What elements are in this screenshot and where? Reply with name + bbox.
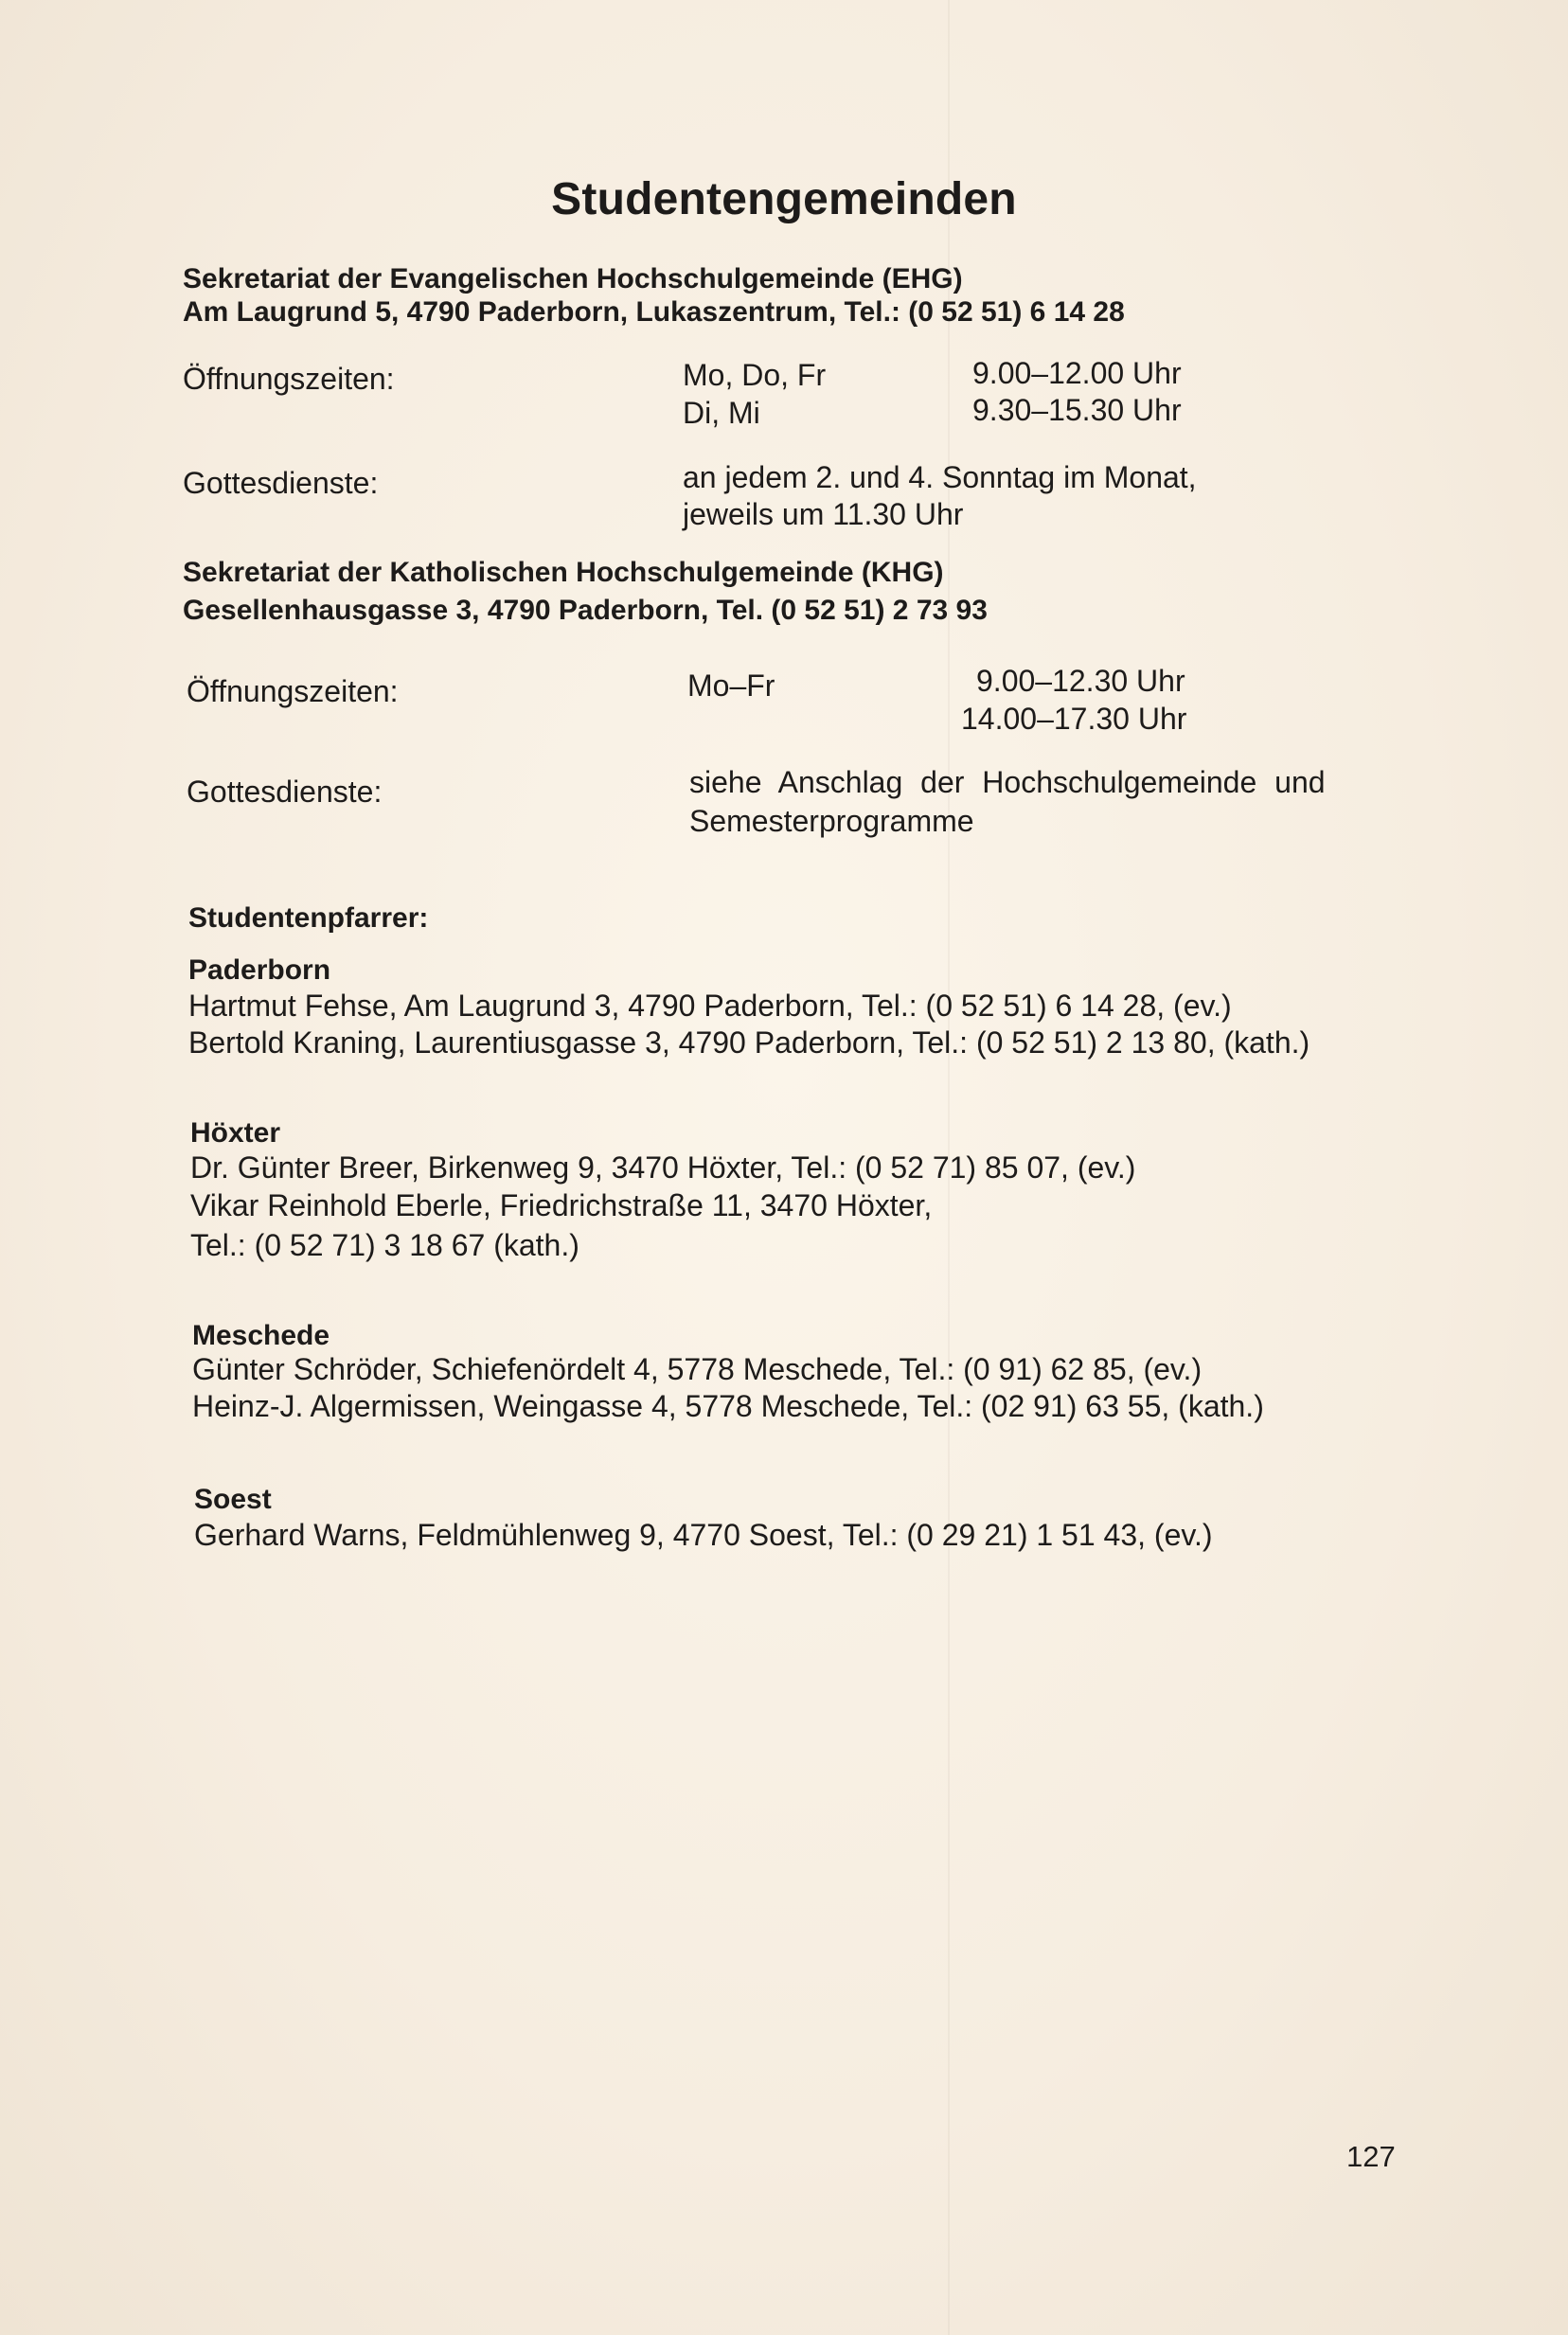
ehg-hours-time-1: 9.00–12.00 Uhr [972,356,1182,390]
city-heading-hoexter: Höxter [190,1117,281,1149]
pastor-line: Vikar Reinhold Eberle, Friedrichstraße 11, 3470 Höxter, [190,1188,933,1222]
ehg-services-line2: jeweils um 11.30 Uhr [683,497,964,531]
pastor-line: Günter Schröder, Schiefenördelt 4, 5778 Meschede, Tel.: (0 91) 62 85, (ev.) [192,1352,1203,1386]
khg-hours-label: Öffnungszeiten: [187,674,399,708]
pastor-line: Dr. Günter Breer, Birkenweg 9, 3470 Höxter, Tel.: (0 52 71) 85 07, (ev.) [190,1150,1136,1185]
ehg-heading-line1: Sekretariat der Evangelischen Hochschulgemeinde (EHG) [183,263,963,294]
city-heading-soest: Soest [194,1484,272,1515]
pastor-line: Tel.: (0 52 71) 3 18 67 (kath.) [190,1228,579,1262]
pastor-line: Hartmut Fehse, Am Laugrund 3, 4790 Paderborn, Tel.: (0 52 51) 6 14 28, (ev.) [188,989,1232,1023]
page-number: 127 [1346,2140,1396,2173]
khg-hours-time-1: 9.00–12.30 Uhr [976,664,1185,698]
khg-hours-time-2: 14.00–17.30 Uhr [961,702,1187,736]
khg-heading-line2: Gesellenhausgasse 3, 4790 Paderborn, Tel. (0 52 51) 2 73 93 [183,595,988,626]
ehg-services-label: Gottesdienste: [183,466,379,500]
khg-services-label: Gottesdienste: [187,775,383,809]
ehg-hours-days-2: Di, Mi [683,396,760,430]
ehg-hours-days-1: Mo, Do, Fr [683,358,827,392]
pastor-line: Gerhard Warns, Feldmühlenweg 9, 4770 Soest, Tel.: (0 29 21) 1 51 43, (ev.) [194,1518,1213,1552]
khg-hours-days: Mo–Fr [687,668,775,703]
ehg-services-line1: an jedem 2. und 4. Sonntag im Monat, [683,460,1197,494]
khg-services-line2: Semesterprogramme [689,804,974,838]
city-heading-meschede: Meschede [192,1320,330,1351]
ehg-hours-time-2: 9.30–15.30 Uhr [972,393,1182,427]
pastors-heading: Studentenpfarrer: [188,902,429,934]
khg-heading-line1: Sekretariat der Katholischen Hochschulgemeinde (KHG) [183,557,944,588]
pastor-line: Heinz-J. Algermissen, Weingasse 4, 5778 Meschede, Tel.: (02 91) 63 55, (kath.) [192,1389,1264,1423]
khg-services-line1: siehe Anschlag der Hochschulgemeinde und [689,765,1326,799]
pastor-line: Bertold Kraning, Laurentiusgasse 3, 4790 Paderborn, Tel.: (0 52 51) 2 13 80, (kath.) [188,1025,1310,1060]
ehg-hours-label: Öffnungszeiten: [183,362,395,396]
city-heading-paderborn: Paderborn [188,954,331,986]
page-title: Studentengemeinden [551,174,1017,224]
ehg-heading-line2: Am Laugrund 5, 4790 Paderborn, Lukaszentrum, Tel.: (0 52 51) 6 14 28 [183,296,1125,328]
